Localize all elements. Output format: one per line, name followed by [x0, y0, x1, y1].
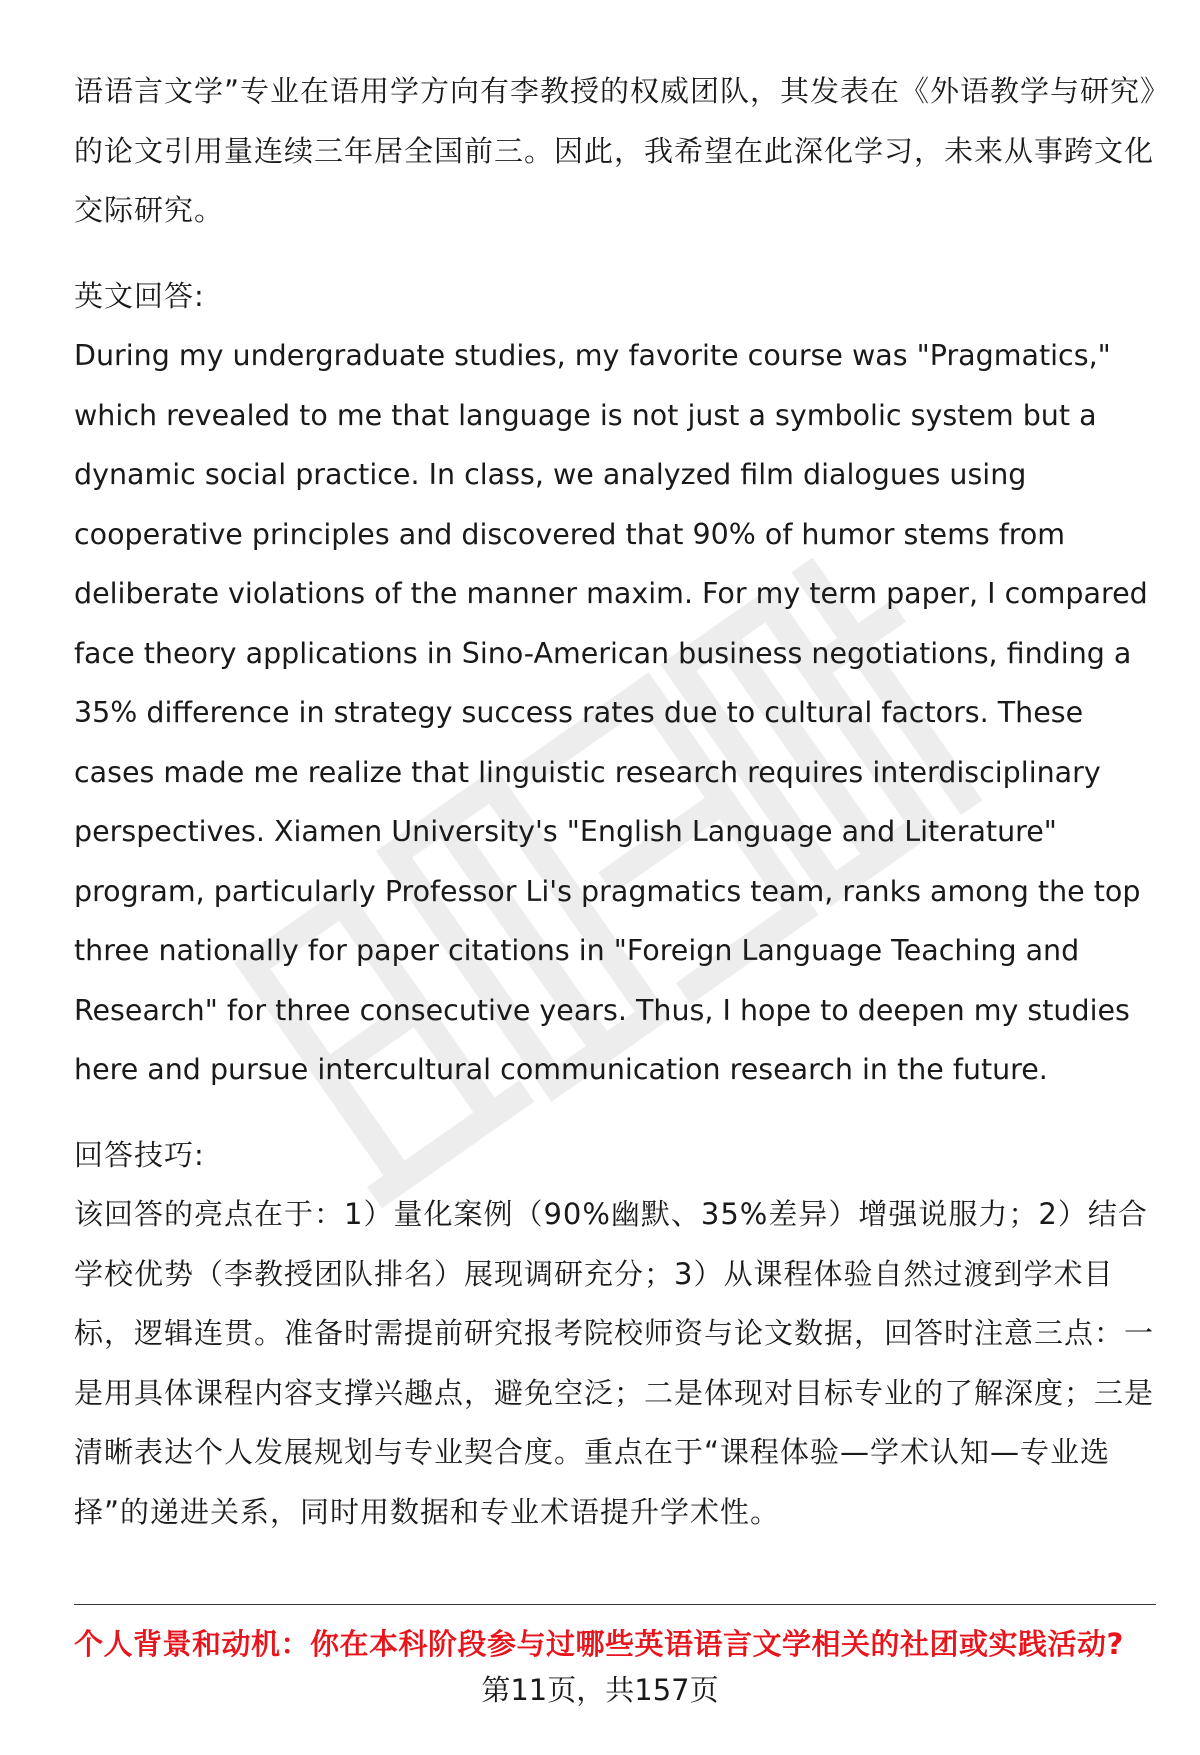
answer-tips-text: 该回答的亮点在于：1）量化案例（90%幽默、35%差异）增强说服力；2）结合学校优势（李教授团队排名）展现调研充分；3）从课程体验自然过渡到学术目标，逻辑连贯。准备时需提前研究报考院校师资与论文数据，回答时注意三点：一是用具体课程内容支撑兴趣点，避免空泛；二是体现对目标专业的了解深度；三是清晰表达个人发展规划与专业契合度。重点在于“课程体验—学术认知—专业选择”的递进关系，同时用数据和专业术语提升学术性。: [74, 1197, 1155, 1529]
document-body: [74, 62, 1164, 1542]
english-answer-text: During my undergraduate studies, my favorite course was "Pragmatics," which revealed to me that language is not just a symbolic system but a dynamic social practice. In class, we analyzed film dialogues using cooperative principles and discovered that 90% of humor stems from deliberate violations of the manner maxim. For my term paper, I compared face theory applications in Sino-American business negotiations, finding a 35% difference in strategy success rates due to cultural factors. These cases made me realize that linguistic research requires interdisciplinary perspectives. Xiamen University's "English Language and Literature" program, particularly Professor Li's pragmatics team, ranks among the top three nationally for paper citations in "Foreign Language Teaching and Research" for three consecutive years. Thus, I hope to deepen my studies here and pursue intercultural communication research in the future.: [74, 339, 1148, 1086]
page-number: 第11页，共157页: [481, 1673, 719, 1707]
section-divider: [74, 1604, 1156, 1605]
english-answer-label: 英文回答:: [74, 278, 205, 313]
previous-answer-continuation: 语语言文学”专业在语用学方向有李教授的权威团队，其发表在《外语教学与研究》的论文引用量连续三年居全国前三。因此，我希望在此深化学习，未来从事跨文化交际研究。: [74, 74, 1156, 227]
next-question-heading: 个人背景和动机：你在本科阶段参与过哪些英语语言文学相关的社团或实践活动?: [74, 1627, 1124, 1661]
answer-tips-label: 回答技巧:: [74, 1137, 205, 1172]
